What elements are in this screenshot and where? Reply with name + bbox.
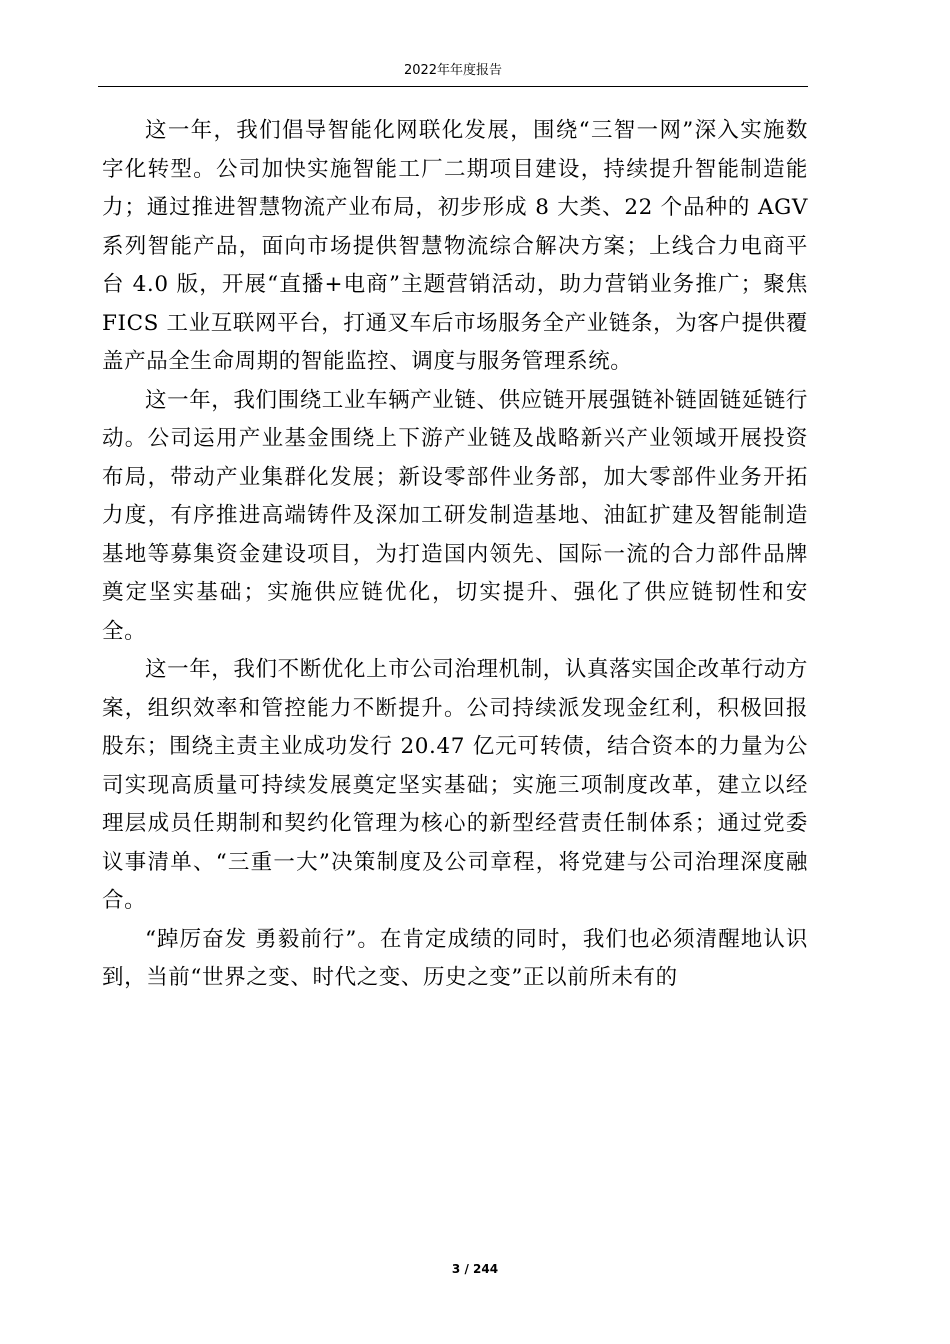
paragraph-supply-chain: 这一年，我们围绕工业车辆产业链、供应链开展强链补链固链延链行动。公司运用产业基金围绕上下游产业链及战略新兴产业领域开展投资布局，带动产业集群化发展；新设零部件业务部，加大零部件业务开拓力度，有序推进高端铸件及深加工研发制造基地、油缸扩建及智能制造基地等募集资金建设项目，为打造国内领先、国际一流的合力部件品牌奠定坚实基础；实施供应链优化，切实提升、强化了供应链韧性和安全。 xyxy=(102,387,809,644)
page-header xyxy=(98,56,808,87)
paragraph-governance: 这一年，我们不断优化上市公司治理机制，认真落实国企改革行动方案，组织效率和管控能力不断提升。公司持续派发现金红利，积极回报股东；围绕主责主业成功发行 20.47 亿元可转债，结合资本的力量为公司实现高质量可持续发展奠定坚实基础；实施三项制度改革，建立以经理层成员任期制和契约化管理为核心的新型经营责任制体系；通过党委议事清单、“三重一大”决策制度及公司章程，将党建与公司治理深度融合。 xyxy=(102,657,809,913)
document-body xyxy=(102,112,808,998)
paragraph-outlook: “踔厉奋发 勇毅前行”。在肯定成绩的同时，我们也必须清醒地认识到，当前“世界之变、时代之变、历史之变”正以前所未有的 xyxy=(102,926,808,990)
paragraph-digitalization: 这一年，我们倡导智能化网联化发展，围绕“三智一网”深入实施数字化转型。公司加快实施智能工厂二期项目建设，持续提升智能制造能力；通过推进智慧物流产业布局，初步形成 8 大类、22 个品种的 AGV 系列智能产品，面向市场提供智慧物流综合解决方案；上线合力电商平台 4.0 版，开展“直播+电商”主题营销活动，助力营销业务推广；聚焦 FICS 工业互联网平台，打通叉车后市场服务全产业链条，为客户提供覆盖产品全生命周期的智能监控、调度与服务管理系统。 xyxy=(102,118,808,374)
report-title: 2022年年度报告 xyxy=(403,63,503,78)
page-number: 3 / 244 xyxy=(451,1262,499,1276)
